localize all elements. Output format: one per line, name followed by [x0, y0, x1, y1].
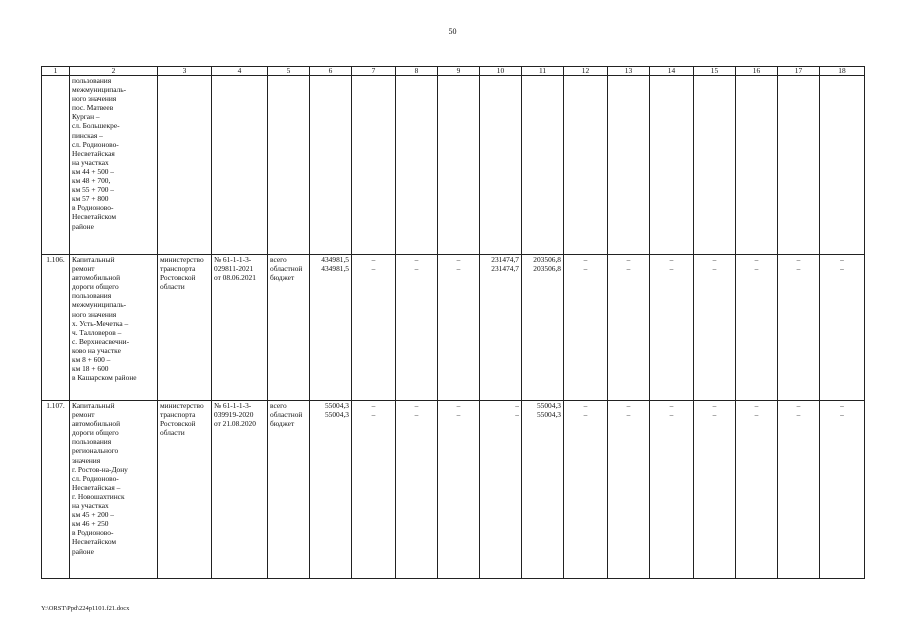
column-number-cell: 17 [778, 67, 820, 76]
amount-cell [564, 76, 608, 255]
amount-cell [650, 401, 694, 579]
cell-line: – [456, 255, 461, 264]
amount-cell [694, 401, 736, 579]
cell-line: км 48 + 700, [72, 176, 111, 186]
column-number-cell: 14 [650, 67, 694, 76]
customer-cell [158, 76, 212, 255]
cell-line: км 18 + 600 [72, 364, 109, 374]
column-number-cell: 18 [820, 67, 865, 76]
column-number-cell: 13 [608, 67, 650, 76]
amount-cell [438, 255, 480, 401]
cell-line: – [840, 255, 844, 264]
cell-line: пользования [72, 76, 112, 85]
cell-line: км 45 + 200 – [72, 510, 114, 520]
cell-line: с. Верхнеасвечни- [72, 336, 130, 346]
cell-line: – [626, 264, 631, 274]
cell-line: 231474,7 [491, 264, 519, 274]
cell-line: бюджет [270, 419, 295, 429]
amount-cell [396, 401, 438, 579]
cell-line: сл. Большекре- [72, 121, 120, 131]
cell-line: – [712, 410, 717, 420]
cell-line: всего [270, 255, 287, 264]
cell-line: области [160, 428, 185, 438]
amount-cell [778, 255, 820, 401]
amount-cell [438, 76, 480, 255]
object-name-cell [70, 255, 158, 401]
row-number-cell: 1.107. [42, 401, 70, 579]
column-number-row [42, 67, 865, 76]
amount-cell [820, 401, 865, 579]
total-amount-cell [310, 76, 352, 255]
amount-cell [522, 401, 564, 579]
column-number-cell: 2 [70, 67, 158, 76]
funding-source-cell [268, 76, 310, 255]
cell-line: – [414, 410, 419, 420]
amount-cell [650, 255, 694, 401]
column-number-cell: 10 [480, 67, 522, 76]
cell-line: дороги общего [72, 282, 119, 292]
cell-line: бюджет [270, 273, 295, 283]
cell-line: ремонт [72, 264, 95, 274]
column-number-cell: 6 [310, 67, 352, 76]
column-number-cell: 7 [352, 67, 396, 76]
cell-line: значения [72, 455, 101, 465]
cell-line: – [515, 410, 519, 420]
cell-line: – [796, 264, 801, 274]
cell-line: – [515, 401, 519, 410]
row-number-cell: 1.106. [42, 255, 70, 401]
cell-line: х. Усть-Мечетка – [72, 318, 129, 328]
cell-line: министерство [160, 401, 204, 410]
cell-line: ч. Талловеров – [72, 327, 122, 337]
cell-line: 029811-2021 [214, 264, 254, 274]
cell-line: областной [270, 264, 303, 274]
amount-cell [778, 76, 820, 255]
cell-line: – [371, 264, 376, 274]
column-number-cell: 8 [396, 67, 438, 76]
amount-cell [736, 401, 778, 579]
amount-cell [352, 401, 396, 579]
column-number-cell: 4 [212, 67, 268, 76]
amount-cell [352, 255, 396, 401]
amount-cell [564, 401, 608, 579]
table-row [42, 76, 865, 255]
column-number-cell: 3 [158, 67, 212, 76]
amount-cell [480, 255, 522, 401]
amount-cell [736, 76, 778, 255]
funding-source-cell [268, 255, 310, 401]
column-number-cell: 12 [564, 67, 608, 76]
column-number-cell: 5 [268, 67, 310, 76]
cell-line: – [626, 401, 631, 410]
amount-cell [608, 76, 650, 255]
cell-line: Ростовской [160, 419, 196, 429]
cell-line: сл. Родионово- [72, 139, 119, 149]
cell-line: дороги общего [72, 428, 119, 438]
cell-line: – [840, 401, 844, 410]
customer-cell [158, 255, 212, 401]
column-number-cell: 15 [694, 67, 736, 76]
column-number-cell: 16 [736, 67, 778, 76]
cell-line: – [583, 410, 588, 420]
cell-line: Несветайском [72, 537, 117, 547]
expertise-cell [212, 255, 268, 401]
amount-cell [820, 76, 865, 255]
row-number-cell [42, 76, 70, 255]
cell-line: ного значения [72, 94, 117, 104]
cell-line: области [160, 282, 185, 292]
cell-line: – [796, 401, 801, 410]
cell-line: областной [270, 410, 303, 420]
object-name-cell [70, 401, 158, 579]
column-number-cell: 11 [522, 67, 564, 76]
cell-line: ного значения [72, 309, 117, 319]
cell-line: км 55 + 700 – [72, 185, 114, 195]
amount-cell [608, 255, 650, 401]
amount-cell [564, 255, 608, 401]
total-amount-cell [310, 401, 352, 579]
cell-line: Несветайская [72, 148, 115, 158]
amount-cell [694, 76, 736, 255]
amount-cell [694, 255, 736, 401]
cell-line: – [414, 401, 419, 410]
cell-line: 203506,8 [533, 255, 561, 264]
cell-line: районе [72, 221, 94, 231]
table-row [42, 255, 865, 401]
amount-cell [778, 401, 820, 579]
cell-line: – [796, 255, 801, 264]
cell-line: пользования [72, 437, 112, 447]
amount-cell [438, 401, 480, 579]
amount-cell [820, 255, 865, 401]
page-number: 50 [448, 27, 457, 36]
cell-line: Курган – [72, 112, 100, 122]
cell-line: – [754, 264, 759, 274]
cell-line: пользования [72, 291, 112, 301]
cell-line: – [712, 255, 717, 264]
cell-line: 231474,7 [491, 255, 519, 264]
cell-line: в Родионово- [72, 528, 114, 538]
cell-line: – [626, 255, 631, 264]
cell-line: км 57 + 800 [72, 194, 109, 204]
cell-line: – [371, 401, 376, 410]
cell-line: г. Ростов-на-Дону [72, 464, 128, 474]
cell-line: в Родионово- [72, 203, 114, 213]
cell-line: министерство [160, 255, 204, 264]
cell-line: на участках [72, 157, 109, 167]
cell-line: № 61-1-1-3- [214, 401, 252, 410]
cell-line: Капитальный [72, 255, 115, 264]
amount-cell [396, 255, 438, 401]
cell-line: – [456, 401, 461, 410]
table-row [42, 401, 865, 579]
expertise-cell [212, 401, 268, 579]
cell-line: – [754, 255, 759, 264]
cell-line: ково на участке [72, 345, 121, 355]
cell-line: г. Новошахтинск [72, 491, 125, 501]
cell-line: 55004,3 [324, 401, 349, 410]
cell-line: регионального [72, 446, 119, 456]
cell-line: – [669, 255, 674, 264]
amount-cell [480, 76, 522, 255]
cell-line: районе [72, 546, 94, 556]
cell-line: 434981,5 [321, 255, 349, 264]
cell-line: – [371, 410, 376, 420]
cell-line: – [583, 401, 588, 410]
cell-line: от 08.06.2021 [214, 273, 256, 283]
cell-line: – [414, 264, 419, 274]
cell-line: межмуниципаль- [72, 300, 127, 310]
customer-cell [158, 401, 212, 579]
cell-line: транспорта [160, 264, 196, 274]
cell-line: – [414, 255, 419, 264]
object-name-cell [70, 76, 158, 255]
cell-line: автомобильной [72, 419, 121, 429]
cell-line: всего [270, 401, 287, 410]
amount-cell [522, 255, 564, 401]
cell-line: Несветайском [72, 212, 117, 222]
cell-line: от 21.08.2020 [214, 419, 256, 429]
column-number-cell: 9 [438, 67, 480, 76]
program-table [41, 66, 865, 579]
cell-line: – [754, 401, 759, 410]
cell-line: пинская – [72, 130, 103, 140]
cell-line: транспорта [160, 410, 196, 420]
cell-line: Ростовской [160, 273, 196, 283]
cell-line: 039919-2020 [214, 410, 254, 420]
cell-line: Капитальный [72, 401, 115, 410]
cell-line: – [840, 410, 844, 420]
cell-line: – [669, 401, 674, 410]
expertise-cell [212, 76, 268, 255]
column-number-cell: 1 [42, 67, 70, 76]
cell-line: в Кашарском районе [72, 373, 137, 383]
cell-line: 434981,5 [321, 264, 349, 274]
amount-cell [396, 76, 438, 255]
cell-line: межмуниципаль- [72, 85, 127, 95]
cell-line: – [456, 264, 461, 274]
cell-line: км 8 + 600 – [72, 355, 111, 365]
cell-line: пос. Матвеев [72, 103, 114, 113]
funding-source-cell [268, 401, 310, 579]
cell-line: 55004,3 [324, 410, 349, 420]
cell-line: – [754, 410, 759, 420]
cell-line: – [840, 264, 844, 274]
cell-line: сл. Родионово- [72, 473, 119, 483]
cell-line: – [583, 255, 588, 264]
cell-line: – [669, 264, 674, 274]
file-path-footer: Y:\ORST\Ppd\224p1101.f21.docx [41, 605, 130, 612]
cell-line: – [796, 410, 801, 420]
amount-cell [650, 76, 694, 255]
cell-line: – [712, 264, 717, 274]
cell-line: – [626, 410, 631, 420]
cell-line: – [456, 410, 461, 420]
amount-cell [736, 255, 778, 401]
cell-line: – [583, 264, 588, 274]
cell-line: – [371, 255, 376, 264]
cell-line: № 61-1-1-3- [214, 255, 252, 264]
cell-line: км 44 + 500 – [72, 166, 114, 176]
cell-line: Несветайская – [72, 482, 121, 492]
cell-line: – [669, 410, 674, 420]
amount-cell [522, 76, 564, 255]
cell-line: – [712, 401, 717, 410]
cell-line: ремонт [72, 410, 95, 420]
cell-line: автомобильной [72, 273, 121, 283]
amount-cell [608, 401, 650, 579]
cell-line: 55004,3 [536, 401, 561, 410]
cell-line: км 46 + 250 [72, 519, 109, 529]
cell-line: на участках [72, 501, 109, 511]
total-amount-cell [310, 255, 352, 401]
cell-line: 55004,3 [536, 410, 561, 420]
amount-cell [352, 76, 396, 255]
amount-cell [480, 401, 522, 579]
cell-line: 203506,8 [533, 264, 561, 274]
